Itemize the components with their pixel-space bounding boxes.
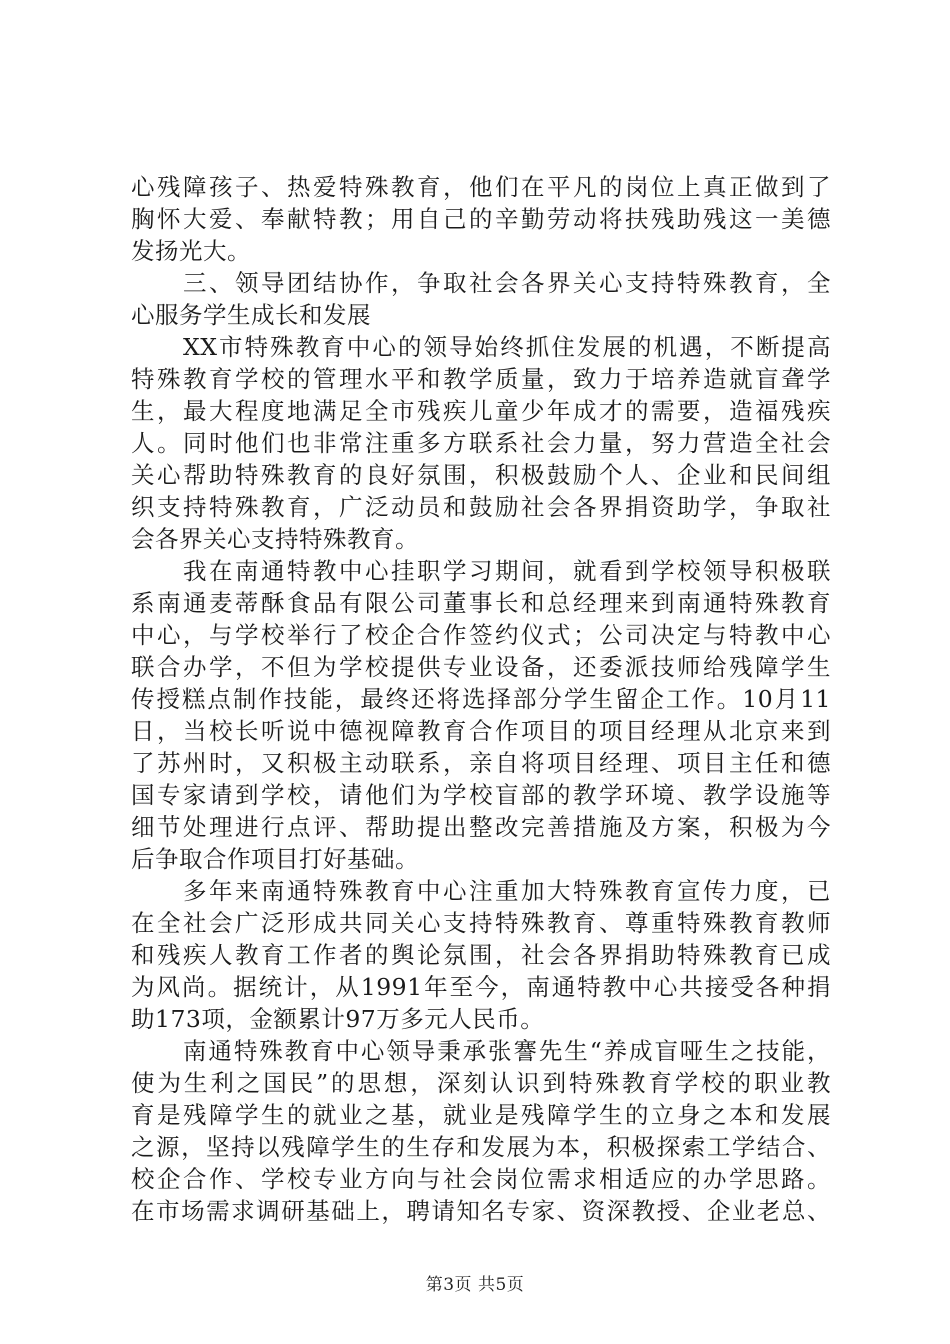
text-line: 细节处理进行点评、帮助提出整改完善措施及方案，积极为今: [131, 813, 831, 841]
text-line: 日，当校长听说中德视障教育合作项目的项目经理从北京来到: [131, 717, 831, 745]
text-line: 在全社会广泛形成共同关心支持特殊教育、尊重特殊教育教师: [131, 909, 831, 937]
text-line: 使为生利之国民”的思想，深刻认识到特殊教育学校的职业教: [131, 1069, 831, 1097]
text-line: 心服务学生成长和发展: [131, 301, 371, 329]
text-line: 后争取合作项目打好基础。: [131, 845, 419, 873]
text-line: 心残障孩子、热爱特殊教育，他们在平凡的岗位上真正做到了: [131, 173, 831, 201]
text-line: 生，最大程度地满足全市残疾儿童少年成才的需要，造福残疾: [131, 397, 831, 425]
text-line: 人。同时他们也非常注重多方联系社会力量，努力营造全社会: [131, 429, 831, 457]
text-line: 国专家请到学校，请他们为学校盲部的教学环境、教学设施等: [131, 781, 831, 809]
paragraph: [131, 555, 831, 875]
paragraph: [131, 331, 831, 555]
paragraph: [131, 1035, 831, 1227]
text-line: 在市场需求调研基础上，聘请知名专家、资深教授、企业老总、: [131, 1197, 831, 1225]
document-body: [131, 171, 831, 1227]
text-line: 特殊教育学校的管理水平和教学质量，致力于培养造就盲聋学: [131, 365, 831, 393]
text-line: 胸怀大爱、奉献特教；用自己的辛勤劳动将扶残助残这一美德: [131, 205, 831, 233]
text-line: 和残疾人教育工作者的舆论氛围，社会各界捐助特殊教育已成: [131, 941, 831, 969]
text-line: 传授糕点制作技能，最终还将选择部分学生留企工作。10月11: [131, 685, 831, 713]
text-line: 系南通麦蒂酥食品有限公司董事长和总经理来到南通特殊教育: [131, 589, 831, 617]
text-line: 助173项，金额累计97万多元人民币。: [131, 1005, 545, 1033]
paragraph: [131, 875, 831, 1035]
page-number-footer: 第3页 共5页: [425, 1275, 525, 1295]
text-line: 多年来南通特殊教育中心注重加大特殊教育宣传力度，已: [183, 877, 831, 905]
text-line: 我在南通特教中心挂职学习期间，就看到学校领导积极联: [183, 557, 831, 585]
text-line: 之源，坚持以残障学生的生存和发展为本，积极探索工学结合、: [131, 1133, 831, 1161]
text-line: 关心帮助特殊教育的良好氛围，积极鼓励个人、企业和民间组: [131, 461, 831, 489]
text-line: 为风尚。据统计，从1991年至今，南通特教中心共接受各种捐: [131, 973, 831, 1001]
text-line: 联合办学，不但为学校提供专业设备，还委派技师给残障学生: [131, 653, 831, 681]
text-line: 会各界关心支持特殊教育。: [131, 525, 419, 553]
text-line: 育是残障学生的就业之基，就业是残障学生的立身之本和发展: [131, 1101, 831, 1129]
paragraph-continuation: [131, 171, 831, 267]
text-line: 中心，与学校举行了校企合作签约仪式；公司决定与特教中心: [131, 621, 831, 649]
text-line: 发扬光大。: [131, 237, 251, 265]
text-line: 织支持特殊教育，广泛动员和鼓励社会各界捐资助学，争取社: [131, 493, 831, 521]
text-line: 三、领导团结协作，争取社会各界关心支持特殊教育，全: [183, 269, 831, 297]
text-line: 了苏州时，又积极主动联系，亲自将项目经理、项目主任和德: [131, 749, 831, 777]
section-heading: [131, 267, 831, 331]
text-line: 校企合作、学校专业方向与社会岗位需求相适应的办学思路。: [131, 1165, 831, 1193]
text-line: 南通特殊教育中心领导秉承张謇先生“养成盲哑生之技能，: [183, 1037, 831, 1065]
text-line: XX市特殊教育中心的领导始终抓住发展的机遇，不断提高: [183, 333, 831, 361]
